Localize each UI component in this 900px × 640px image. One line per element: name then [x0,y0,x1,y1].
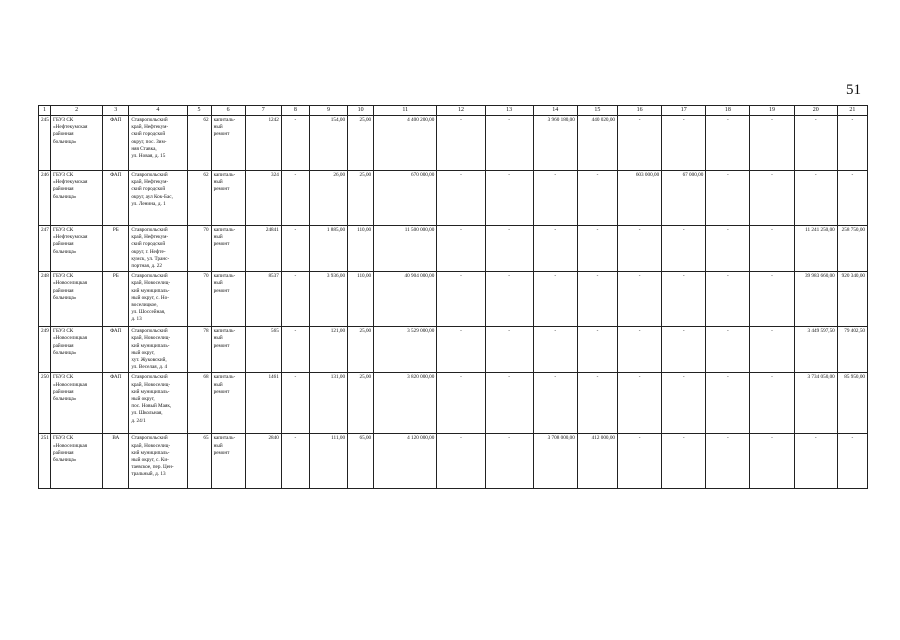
table-cell: - [533,327,577,373]
column-header: 10 [348,106,374,116]
table-cell: - [750,434,794,489]
table-cell: - [837,171,867,226]
facilities-table [38,105,868,489]
column-header: 11 [374,106,437,116]
table-cell: 1242 [245,116,281,171]
table-cell: - [750,116,794,171]
table-cell: 2840 [245,434,281,489]
table-cell: - [485,171,533,226]
table-cell: капиталь- ный ремонт [211,226,245,272]
table-cell: - [662,226,706,272]
table-cell: - [281,116,309,171]
table-cell: - [662,116,706,171]
table-cell: 4 400 200,00 [374,116,437,171]
table-cell: 62 [187,171,211,226]
table-cell: 324 [245,171,281,226]
table-cell: капиталь- ный ремонт [211,373,245,434]
table-cell: - [618,116,662,171]
table-cell: ВА [103,434,129,489]
column-header: 14 [533,106,577,116]
table-cell: - [437,434,485,489]
table-cell: - [706,434,750,489]
table-cell: - [662,272,706,327]
header-row [39,106,868,116]
table-cell: 247 [39,226,51,272]
table-cell: 245 [39,116,51,171]
table-cell: - [485,327,533,373]
table-cell: - [750,327,794,373]
table-cell: - [485,373,533,434]
table-cell: - [750,171,794,226]
table-cell: - [750,373,794,434]
table-cell: 70 [187,272,211,327]
table-cell: 65 [187,434,211,489]
table-cell: 25,00 [348,116,374,171]
column-header: 9 [309,106,347,116]
table-cell: - [437,171,485,226]
table-row [39,116,868,171]
table-cell: 246 [39,171,51,226]
table-cell: - [618,373,662,434]
table-cell: - [794,434,837,489]
table-cell: 4 120 000,00 [374,434,437,489]
table-cell: - [281,171,309,226]
table-cell: ГБУЗ СК «Нефтекумская районная больница» [51,116,103,171]
table-cell: 24841 [245,226,281,272]
table-cell: 85 950,00 [837,373,867,434]
column-header: 3 [103,106,129,116]
column-header: 15 [577,106,617,116]
table-cell: 8537 [245,272,281,327]
table-cell: - [837,434,867,489]
table-cell: Ставропольский край, Новоселиц- кий муниципаль- ный округ, хут. Жуковский, ул. Веселая, д. 4 [129,327,187,373]
table-cell: 26,00 [309,171,347,226]
table-cell: - [618,272,662,327]
column-header: 2 [51,106,103,116]
table-cell: ГБУЗ СК «Новоселицкая районная больница» [51,327,103,373]
column-header: 1 [39,106,51,116]
table-cell: - [437,116,485,171]
table-cell: 3 936,00 [309,272,347,327]
table-cell: 110,00 [348,226,374,272]
column-header: 19 [750,106,794,116]
table-cell: 565 [245,327,281,373]
table-cell: капиталь- ный ремонт [211,272,245,327]
table-cell: 670 000,00 [374,171,437,226]
table-cell: 412 000,00 [577,434,617,489]
table-cell: 440 020,00 [577,116,617,171]
table-cell: - [485,434,533,489]
table-cell: - [485,272,533,327]
table-cell: ФАП [103,171,129,226]
table-cell: 11 241 250,00 [794,226,837,272]
table-cell: 248 [39,272,51,327]
table-cell: - [837,116,867,171]
table-cell: 39 983 660,00 [794,272,837,327]
page-number: 51 [846,82,861,98]
table-cell: РБ [103,226,129,272]
table-cell: - [437,226,485,272]
table-cell: 249 [39,327,51,373]
table-cell: 40 904 000,00 [374,272,437,327]
column-header: 6 [211,106,245,116]
column-header: 20 [794,106,837,116]
table-cell: капиталь- ный ремонт [211,327,245,373]
table-cell: - [533,171,577,226]
table-cell: Ставропольский край, Новоселиц- кий муниципаль- ный округ, с. Но- воселицкое, ул. Шоссейная, д. 13 [129,272,187,327]
table-cell: - [794,171,837,226]
table-row [39,171,868,226]
table-cell: 65,00 [348,434,374,489]
table-cell: 121,00 [309,327,347,373]
table-cell: - [618,434,662,489]
table-cell: 258 750,00 [837,226,867,272]
table-cell: 62 [187,116,211,171]
table-cell: 3 820 000,00 [374,373,437,434]
table-cell: - [750,272,794,327]
table-cell: - [706,226,750,272]
table-cell: - [794,116,837,171]
table-cell: - [533,373,577,434]
column-header: 18 [706,106,750,116]
table-cell: - [281,373,309,434]
column-header: 5 [187,106,211,116]
table-cell: капиталь- ный ремонт [211,116,245,171]
table-row [39,226,868,272]
table-cell: 3 960 180,00 [533,116,577,171]
table-cell: 67 000,00 [662,171,706,226]
table-cell: 250 [39,373,51,434]
table-cell: ГБУЗ СК «Нефтекумская районная больница» [51,226,103,272]
table-cell: 11 500 000,00 [374,226,437,272]
table-row [39,272,868,327]
table-cell: - [437,327,485,373]
table-cell: - [281,327,309,373]
table-cell: - [485,116,533,171]
table-cell: ГБУЗ СК «Новоселицкая районная больница» [51,373,103,434]
table-cell: - [577,327,617,373]
table-cell: - [533,272,577,327]
column-header: 12 [437,106,485,116]
table-cell: - [706,116,750,171]
table-cell: 25,00 [348,171,374,226]
table-cell: - [533,226,577,272]
table-cell: Ставропольский край, Новоселиц- кий муниципаль- ный округ, пос. Новый Маяк, ул. Школьная, д. 24/1 [129,373,187,434]
table-cell: 68 [187,373,211,434]
table-cell: - [706,327,750,373]
table-row [39,373,868,434]
table-cell: ГБУЗ СК «Новоселицкая районная больница» [51,434,103,489]
table-cell: 110,00 [348,272,374,327]
table-cell: Ставропольский край, Нефтекум- ский городской округ, аул Кок-Бас, ул. Ленина, д. 1 [129,171,187,226]
table-cell: 78 [187,327,211,373]
table-cell: 1 885,00 [309,226,347,272]
table-cell: 131,00 [309,373,347,434]
column-header: 21 [837,106,867,116]
table-cell: 154,00 [309,116,347,171]
table-cell: - [706,171,750,226]
table-cell: - [750,226,794,272]
table-cell: - [281,434,309,489]
table-cell: - [577,226,617,272]
table-cell: 70 [187,226,211,272]
table-cell: капиталь- ный ремонт [211,434,245,489]
table-cell: Ставропольский край, Нефтекум- ский городской округ, пос. Зим- няя Ставка, ул. Новая, д. 15 [129,116,187,171]
table-cell: ФАП [103,327,129,373]
table-cell: 3 529 000,00 [374,327,437,373]
table-cell: 25,00 [348,327,374,373]
column-header: 13 [485,106,533,116]
table-cell: - [662,373,706,434]
table-cell: - [618,226,662,272]
table-cell: 3 734 050,00 [794,373,837,434]
table-cell: - [437,272,485,327]
table-cell: - [437,373,485,434]
table-row [39,327,868,373]
table-cell: 603 000,00 [618,171,662,226]
column-header: 17 [662,106,706,116]
table-cell: - [662,434,706,489]
table-cell: ГБУЗ СК «Новоселицкая районная больница» [51,272,103,327]
table-cell: - [485,226,533,272]
table-cell: - [577,272,617,327]
column-header: 4 [129,106,187,116]
table-cell: - [577,171,617,226]
table-cell: ФАП [103,373,129,434]
table-cell: - [706,272,750,327]
table-cell: - [662,327,706,373]
table-cell: - [281,272,309,327]
column-header: 7 [245,106,281,116]
table-cell: 111,00 [309,434,347,489]
column-header: 8 [281,106,309,116]
table-cell: Ставропольский край, Нефтекум- ский городской округ, г. Нефте- кумск, ул. Транс- портная, д. 22 [129,226,187,272]
table-cell: Ставропольский край, Новоселиц- кий муниципаль- ный округ, с. Ки- таевское, пер. Цен- тральный, д. 13 [129,434,187,489]
table-cell: ФАП [103,116,129,171]
table-cell: 1461 [245,373,281,434]
column-header: 16 [618,106,662,116]
table-cell: - [618,327,662,373]
table-cell: - [577,373,617,434]
table-cell: 25,00 [348,373,374,434]
table-cell: 251 [39,434,51,489]
table-cell: 3 708 000,00 [533,434,577,489]
table-row [39,434,868,489]
table-cell: 79 402,50 [837,327,867,373]
table-cell: РБ [103,272,129,327]
table-cell: - [706,373,750,434]
table-cell: капиталь- ный ремонт [211,171,245,226]
table-cell: - [281,226,309,272]
table-cell: 920 340,00 [837,272,867,327]
table-cell: ГБУЗ СК «Нефтекумская районная больница» [51,171,103,226]
table-cell: 3 449 597,50 [794,327,837,373]
